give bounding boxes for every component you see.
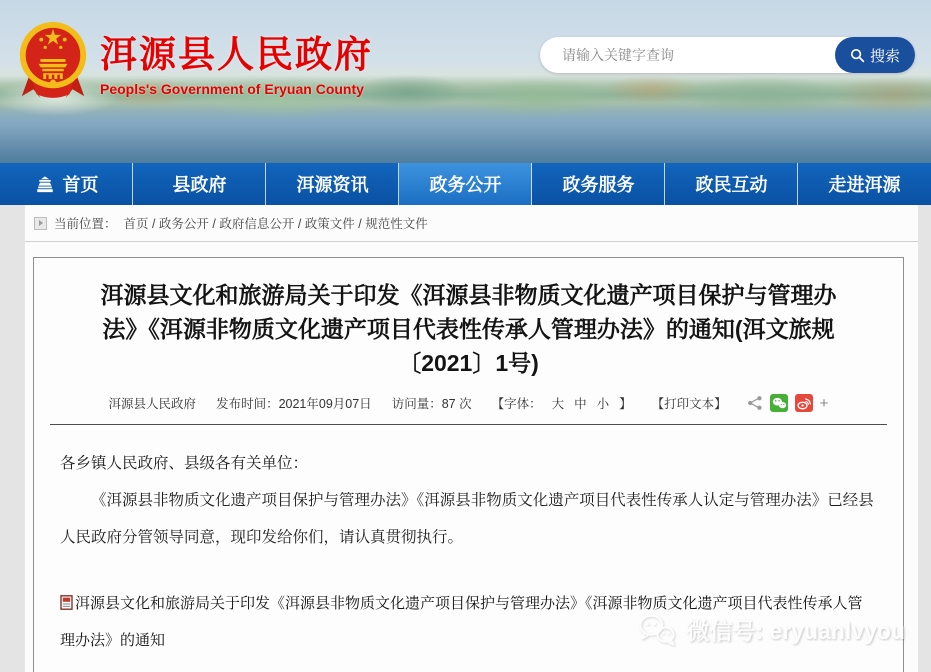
font-size-large-button[interactable]: 大 — [551, 397, 565, 411]
search-icon — [850, 48, 865, 63]
more-share-icon[interactable]: + — [819, 394, 829, 412]
nav-item-label: 走进洱源 — [828, 175, 901, 195]
nav-item-public-interaction[interactable] — [665, 163, 798, 205]
nav-item-label: 洱源资讯 — [296, 175, 369, 195]
site-branding — [100, 24, 373, 97]
nav-item-county-government[interactable] — [133, 163, 266, 205]
body-salutation: 各乡镇人民政府、县级各有关单位： — [60, 455, 309, 472]
print-button[interactable]: 【打印文本】 — [651, 397, 727, 411]
wechat-watermark-text: 微信号: eryuanlvyou — [686, 617, 905, 644]
font-size-label: 【字体： — [491, 397, 542, 411]
body-paragraph: 《洱源县非物质文化遗产项目保护与管理办法》《洱源县非物质文化遗产项目代表性传承人认定与管理办法》已经县人民政府分管领导同意，现印发给你们，请认真贯彻执行。 — [60, 492, 874, 546]
main-nav — [0, 163, 931, 205]
breadcrumb-path[interactable]: 首页 / 政务公开 / 政府信息公开 / 政策文件 / 规范性文件 — [123, 217, 428, 231]
weibo-share-icon[interactable] — [795, 394, 813, 412]
temple-icon — [35, 176, 55, 193]
attachment-doc-icon — [60, 588, 73, 623]
search-bar — [540, 37, 915, 73]
search-input[interactable] — [540, 37, 830, 73]
nav-item-label: 政务公开 — [429, 175, 502, 195]
national-emblem-logo — [14, 18, 92, 104]
nav-item-home[interactable] — [0, 163, 133, 205]
wechat-icon — [637, 612, 677, 646]
breadcrumb — [25, 205, 918, 242]
site-header — [0, 0, 931, 163]
nav-item-government-services[interactable] — [532, 163, 665, 205]
share-icon[interactable] — [747, 395, 763, 411]
meta-view-count: 访问量：87 次 — [391, 397, 472, 411]
meta-publish-date: 发布时间：2021年09月07日 — [216, 397, 372, 411]
main-content — [25, 205, 918, 672]
site-subtitle: Peopls's Government of Eryuan County — [100, 81, 364, 97]
nav-item-label: 县政府 — [172, 175, 227, 195]
font-size-label-close: 】 — [619, 397, 632, 411]
search-button-label: 搜索 — [869, 47, 900, 65]
nav-item-label: 政务服务 — [562, 175, 635, 195]
nav-item-about-eryuan[interactable] — [798, 163, 931, 205]
font-size-control — [492, 394, 632, 412]
nav-item-label: 首页 — [62, 175, 99, 195]
wechat-watermark — [637, 612, 905, 646]
breadcrumb-arrow-icon — [34, 217, 47, 230]
share-buttons — [747, 394, 829, 412]
font-size-small-button[interactable]: 小 — [596, 397, 610, 411]
article-container — [33, 257, 904, 672]
search-button[interactable] — [835, 37, 915, 73]
breadcrumb-label: 当前位置： — [54, 217, 117, 231]
nav-item-label: 政民互动 — [695, 175, 768, 195]
nav-item-eryuan-news[interactable] — [266, 163, 399, 205]
article-title: 洱源县文化和旅游局关于印发《洱源县非物质文化遗产项目保护与管理办法》《洱源非物质文化遗产项目代表性传承人管理办法》的通知(洱文旅规〔2021〕1号) — [100, 282, 837, 376]
site-title: 洱源县人民政府 — [100, 34, 373, 75]
font-size-medium-button[interactable]: 中 — [574, 397, 587, 411]
article-meta — [34, 394, 903, 412]
nav-item-government-affairs[interactable] — [399, 163, 532, 205]
attachment-link[interactable]: 洱源县文化和旅游局关于印发《洱源县非物质文化遗产项目保护与管理办法》《洱源非物质文化遗产项目代表性传承人管理办法》的通知 — [60, 595, 863, 649]
wechat-share-icon[interactable] — [770, 394, 788, 412]
meta-source: 洱源县人民政府 — [108, 397, 197, 411]
